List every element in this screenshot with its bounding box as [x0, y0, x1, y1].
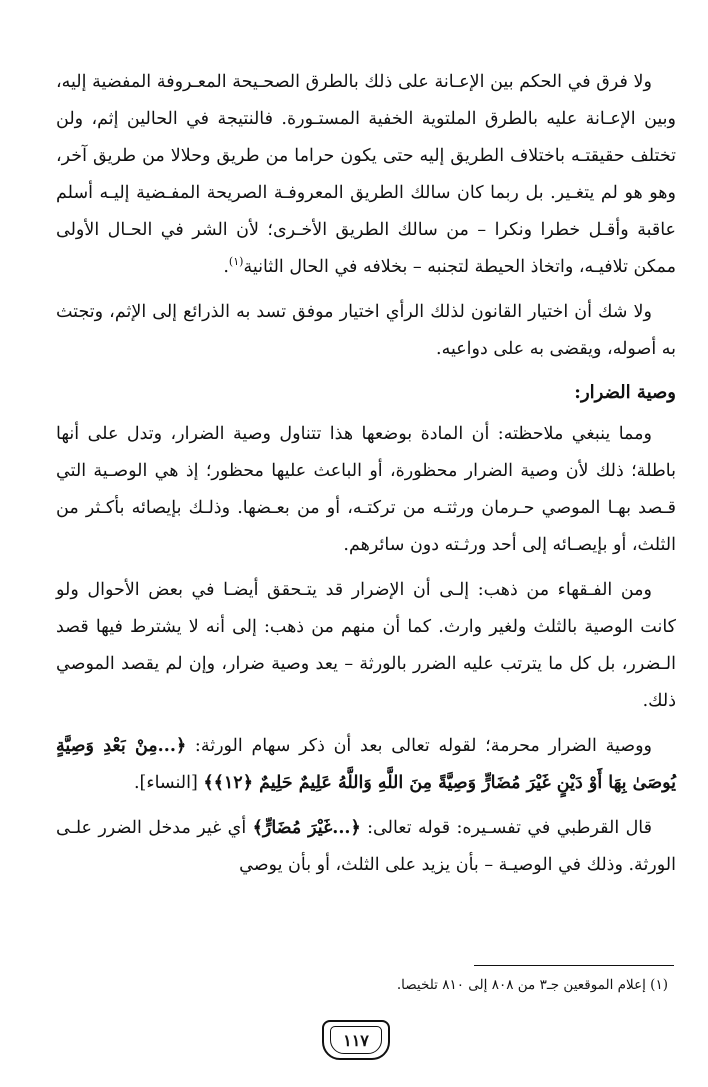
- footnote: (١) إعلام الموقعين جـ٣ من ٨٠٨ إلى ٨١٠ تلخيصا.: [396, 977, 668, 993]
- paragraph-verse: [56, 728, 676, 802]
- quran-verse: ﴿...مِنْ بَعْدِ وَصِيَّةٍ يُوصَىٰ بِهَا أَوْ دَيْنٍ غَيْرَ مُضَارٍّ وَصِيَّةً مِنَ اللَّهِ وَاللَّهُ عَلِيمٌ حَلِيمٌ ﴿١٢﴾﴾: [56, 736, 676, 793]
- page-number: ١١٧: [343, 1030, 369, 1050]
- footnote-marker[interactable]: (١): [228, 255, 244, 269]
- verse-reference: [النساء].: [133, 773, 204, 793]
- verse-intro: ووصية الضرار محرمة؛ لقوله تعالى بعد أن ذكر سهام الورثة:: [186, 736, 653, 756]
- footnote-divider: [474, 965, 674, 966]
- paragraph-1-text: ولا فرق في الحكم بين الإعـانة على ذلك بالطرق الصحـيحة المعـروفة المفضية إليه، وبين الإعـانة عليه بالطرق الملتوية الخفية المستـورة. فالنتيجة في الحالين إثم، ولن تختلف حقيقتـه باختلاف الطريق إليه حتى يكون حراما من طريق وحلالا من طريق آخر، وهو هو لم يتغـير. بل ربما كان سالك الطريق المعروفـة الصريحة المفـضية إليـه أسلم عاقبة وأقـل خطرا ونكرا – من سالك الطريق الأخـرى؛ لأن الشر في الحـال الأولى ممكن تلافيـه، واتخاذ الحيطة لتجنبه – بخلافه في الحال الثانية: [56, 72, 676, 277]
- paragraph-qurtubi: [56, 810, 676, 884]
- section-heading: وصية الضرار:: [574, 382, 676, 403]
- qurtubi-intro: قال القرطبي في تفسـيره: قوله تعالى:: [360, 818, 652, 838]
- qurtubi-rest: أي غير مدخل الضرر علـى الورثة. وذلك في الوصيـة – بأن يزيد على الثلث، أو بأن يوصي: [56, 818, 676, 875]
- page-number-frame: [322, 1020, 390, 1060]
- quran-verse-short: ﴿...غَيْرَ مُضَارٍّ﴾: [252, 818, 361, 838]
- paragraph-4: ومن الفـقهاء من ذهب: إلـى أن الإضرار قد يتـحقق أيضـا في بعض الأحوال ولو كانت الوصية بالثلث ولغير وارث. كما أن منهم من ذهب: إلى أنه لا يشترط فيها قصد الـضرر، بل كل ما يترتب عليه الضرر بالورثة – يعد وصية ضرار، وإن لم يقصد الموصي ذلك.: [56, 580, 676, 711]
- page-body: [56, 64, 676, 892]
- paragraph-2: ولا شك أن اختيار القانون لذلك الرأي اختيار موفق تسد به الذرائع إلى الإثم، وتجتث به أصوله، ويقضى به على دواعيه.: [56, 302, 676, 359]
- paragraph-1: ولا فرق في الحكم بين الإعـانة على ذلك بالطرق الصحـيحة المعـروفة المفضية إليه، وبين الإعـانة عليه بالطرق الملتوية الخفية المستـورة. فالنتيجة في الحالين إثم، ولن تختلف حقيقتـه باختلاف الطريق إليه حتى يكون حراما من طريق وحلالا من طريق آخر، وهو هو لم يتغـير. بل ربما كان سالك الطريق المعروفـة الصريحة المفـضية إليـه أسلم عاقبة وأقـل خطرا ونكرا – من سالك الطريق الأخـرى؛ لأن الشر في الحـال الأولى ممكن تلافيـه، واتخاذ الحيطة لتجنبه – بخلافه في الحال الثانية$^{(١)}$.: [56, 72, 676, 277]
- paragraph-3: ومما ينبغي ملاحظته: أن المادة بوضعها هذا تتناول وصية الضرار، وتدل على أنها باطلة؛ ذلك لأن وصية الضرار محظورة، أو الباعث عليها محظور؛ إذ هي الوصـية التي قـصد بهـا الموصي حـرمان ورثتـه من تركتـه، أو من بعـضها. وذلـك بإيصائه بأكـثر من الثلث، أو بإيصـائه إلى أحد ورثـته دون سائرهم.: [56, 424, 676, 555]
